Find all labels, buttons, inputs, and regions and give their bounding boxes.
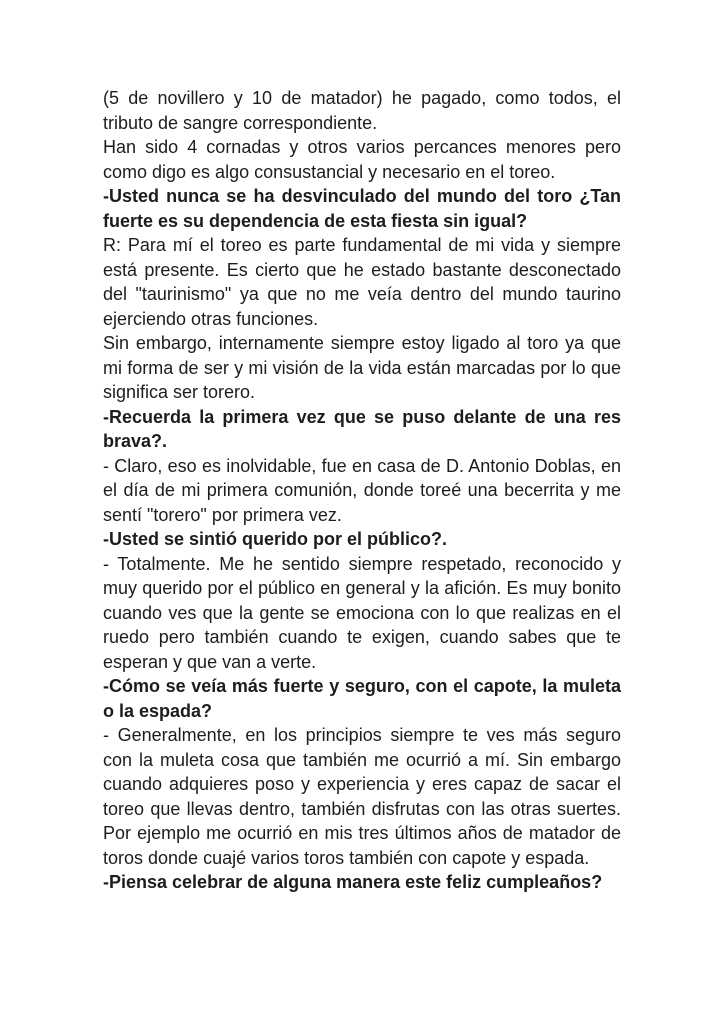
paragraph-question: -Cómo se veía más fuerte y seguro, con el capote, la muleta o la espada? [103,676,621,721]
paragraph-question: -Usted nunca se ha desvinculado del mundo del toro ¿Tan fuerte es su dependencia de esta fiesta sin igual? [103,186,621,231]
paragraph-answer: - Claro, eso es inolvidable, fue en casa de D. Antonio Doblas, en el día de mi primera comunión, donde toreé una becerrita y me sentí "torero" por primera vez. [103,455,621,525]
paragraph-question: -Usted se sintió querido por el público?. [103,529,448,549]
paragraph-question: -Piensa celebrar de alguna manera este feliz cumpleaños? [103,872,603,892]
paragraph-answer: R: Para mí el toreo es parte fundamental de mi vida y siempre está presente. Es cierto que he estado bastante desconectado del "taurinismo" ya que no me veía dentro del mundo taurino ejerciendo otras funciones. [103,235,621,329]
paragraph-answer: Sin embargo, internamente siempre estoy ligado al toro ya que mi forma de ser y mi visión de la vida están marcadas por lo que significa ser torero. [103,333,621,402]
paragraph-question: -Recuerda la primera vez que se puso delante de una res brava?. [103,406,621,451]
paragraph-answer: - Generalmente, en los principios siempre te ves más seguro con la muleta cosa que también me ocurrió a mí. Sin embargo cuando adquieres poso y experiencia y eres capaz de sacar el toreo que llevas dentro, también disfrutas con las otras suertes. Por ejemplo me ocurrió en mis tres últimos años de matador de toros donde cuajé varios toros también con capote y espada. [103,725,621,868]
paragraph-answer: - Totalmente. Me he sentido siempre respetado, reconocido y muy querido por el público en general y la afición. Es muy bonito cuando ves que la gente se emociona con lo que realizas en el ruedo pero también cuando te exigen, cuando sabes que te esperan y que van a verte. [103,553,621,672]
paragraph-answer: Han sido 4 cornadas y otros varios percances menores pero como digo es algo consustancial y necesario en el toreo. [103,137,621,182]
paragraph-answer: (5 de novillero y 10 de matador) he pagado, como todos, el tributo de sangre correspondiente. [103,88,621,133]
